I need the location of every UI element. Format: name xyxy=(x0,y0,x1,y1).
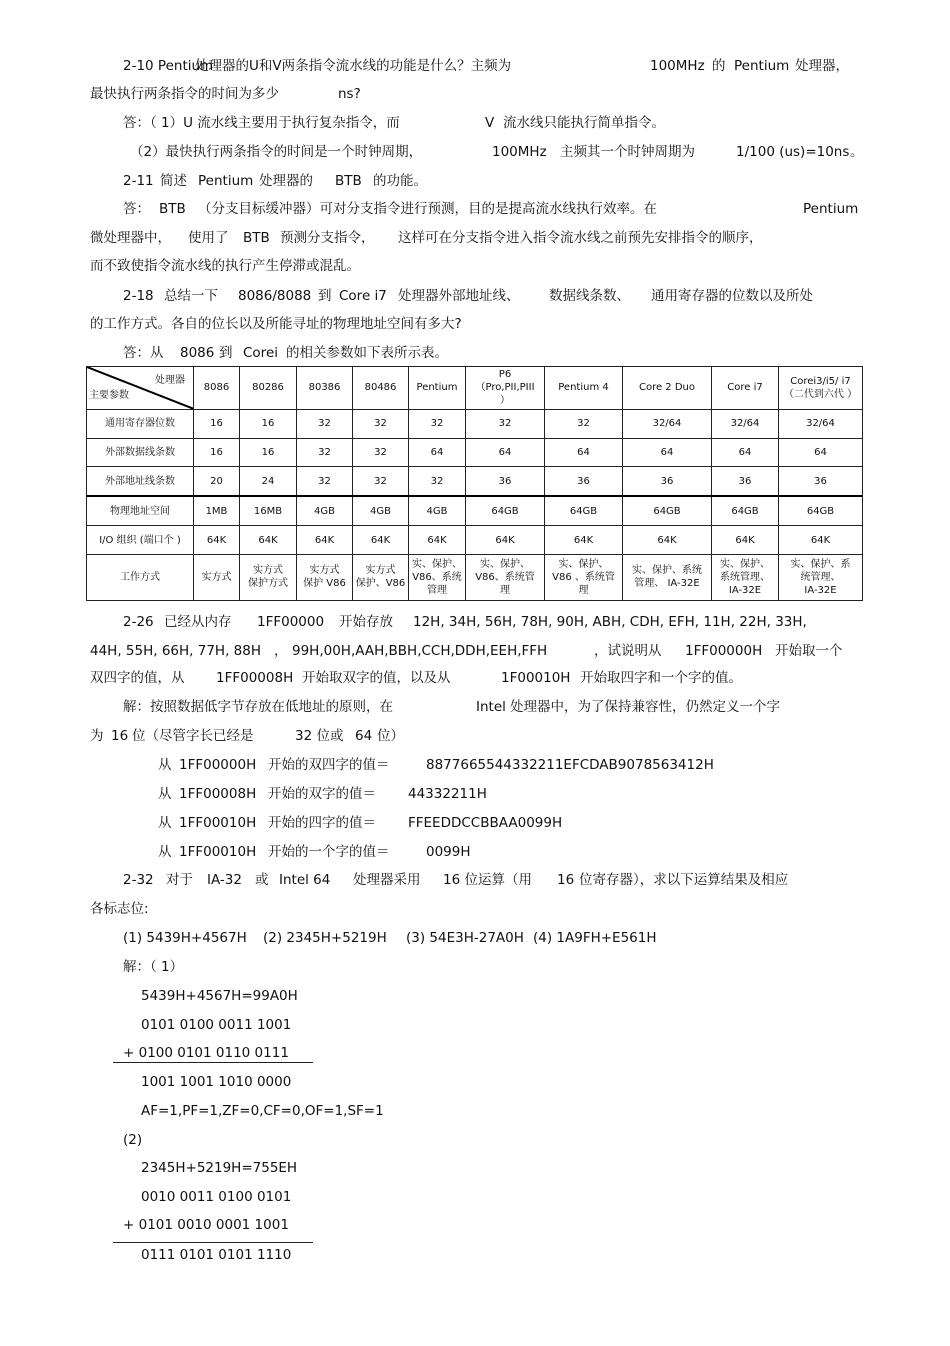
cell-text: 4GB xyxy=(314,505,335,517)
q2-26-question-line2: 44H, 55H, 66H, 77H, 88H ， 99H,00H,AAH,BBH,CCH,DDH,EEH,FFH ，试说明从 1FF00000H 开始取一个 xyxy=(90,643,843,659)
cell-text: 8086 xyxy=(203,382,230,394)
cell-text: 32 xyxy=(318,418,331,430)
table-cell xyxy=(712,467,779,497)
q2-26-question-line3: 双四字的值，从 1FF00008H 开始取双字的值，以及从 1F00010H 开始取四字和一个字的值。 xyxy=(90,670,742,686)
table-cell xyxy=(409,467,466,497)
cell-text: 64 xyxy=(577,446,590,458)
table-cell xyxy=(545,526,623,555)
cell-text: Corei3/i5/ i7 xyxy=(790,375,851,387)
s1-flags: AF=1,PF=1,ZF=0,CF=0,OF=1,SF=1 xyxy=(141,1103,384,1119)
cell-text: 32 xyxy=(318,475,331,487)
cell-text: 实、保护、 xyxy=(480,558,530,570)
row-label: 外部数据线条数 xyxy=(87,438,194,467)
table-cell xyxy=(623,526,712,555)
cell-text: 4GB xyxy=(370,505,391,517)
row-label: 工作方式 xyxy=(87,554,194,600)
cell-text: 实方式 xyxy=(365,565,396,577)
cell-text: ） xyxy=(500,395,510,407)
table-cell xyxy=(545,554,623,600)
s2-operand-a: 0010 0011 0100 0101 xyxy=(141,1189,292,1205)
table-row xyxy=(87,438,863,467)
cell-text: 32/64 xyxy=(652,418,682,430)
table-cell xyxy=(623,409,712,438)
table-cell xyxy=(466,496,545,526)
q2-11-question: 2-11 简述 Pentium 处理器的 BTB 的功能。 xyxy=(123,173,427,189)
cell-text: 64K xyxy=(810,534,831,546)
cell-text: 32 xyxy=(374,446,387,458)
cell-text: Pentium xyxy=(416,382,458,394)
table-cell xyxy=(779,467,863,497)
table-cell xyxy=(353,554,409,600)
table-cell xyxy=(779,438,863,467)
q2-10-answer-1: 答：（ 1）U 流水线主要用于执行复杂指令，而 V 流水线只能执行简单指令。 xyxy=(123,115,665,131)
table-cell xyxy=(240,496,297,526)
table-cell xyxy=(712,409,779,438)
cell-text: 系统管理、 xyxy=(720,571,770,583)
table-cell xyxy=(623,554,712,600)
cell-text: Core 2 Duo xyxy=(638,382,696,394)
q2-18-question-line2: 的工作方式。各自的位长以及所能寻址的物理地址空间有多大? xyxy=(90,316,462,332)
cell-text: 实、保护、系统 xyxy=(632,565,702,577)
cell-text: 80386 xyxy=(308,382,341,394)
s2-result: 0111 0101 0101 1110 xyxy=(141,1247,292,1263)
cell-text: V86、系统管 xyxy=(475,571,535,583)
table-cell xyxy=(466,467,545,497)
column-header xyxy=(409,367,466,410)
table-cell xyxy=(240,554,297,600)
cell-text: 80486 xyxy=(364,382,397,394)
processor-spec-table xyxy=(86,366,863,601)
q2-10-answer-2: （2）最快执行两条指令的时间是一个时钟周期， 100MHz 主频其一个时钟周期为 1/100 (us)=10ns 。 xyxy=(130,144,864,160)
table-cell xyxy=(545,496,623,526)
table-cell xyxy=(623,438,712,467)
column-header xyxy=(466,367,545,410)
table-cell xyxy=(297,467,353,497)
table-cell xyxy=(712,438,779,467)
table-cell xyxy=(623,496,712,526)
q2-26-question-line1: 2-26 已经从内存 1FF00000 开始存放 12H, 34H, 56H, 78H, 90H, ABH, CDH, EFH, 11H, 22H, 33H, xyxy=(123,614,807,630)
cell-text: 32 xyxy=(318,446,331,458)
corner-processor-label: 处理器 xyxy=(155,375,185,386)
cell-text: 24 xyxy=(261,475,275,487)
q2-26-answer-line1: 解：按照数据低字节存放在低地址的原则，在 Intel 处理器中，为了保持兼容性，仍然定义一个字 xyxy=(123,699,780,715)
cell-text: （二代到六代 ） xyxy=(783,388,858,400)
cell-text: 80286 xyxy=(252,382,284,394)
q2-26-answer-line2: 为 16 位（尽管字长已经是 32 位或 64 位） xyxy=(90,728,404,744)
cell-text: 64K xyxy=(370,534,391,546)
table-cell xyxy=(353,438,409,467)
cell-text: 实方式 xyxy=(309,565,340,577)
s2-equation: 2345H+5219H=755EH xyxy=(141,1160,298,1176)
row-label: 外部地址线条数 xyxy=(87,467,194,497)
cell-text: 管理、 IA-32E xyxy=(634,578,700,590)
table-cell xyxy=(353,496,409,526)
table-cell xyxy=(409,496,466,526)
cell-text: P6 xyxy=(498,369,512,381)
cell-text: 64 xyxy=(738,446,752,458)
table-cell xyxy=(779,409,863,438)
q2-32-question-line1: 2-32 对于 IA-32 或 Intel 64 处理器采用 16 位运算（用 16 位寄存器），求以下运算结果及相应 xyxy=(123,872,789,888)
q2-18-question-line1: 2-18 总结一下 8086/8088 到 Core i7 处理器外部地址线、 数据线条数、 通用寄存器的位数以及所处 xyxy=(123,288,813,304)
column-header xyxy=(353,367,409,410)
q2-32-question-line2: 各标志位: xyxy=(90,901,149,917)
table-cell xyxy=(712,496,779,526)
cell-text: 64K xyxy=(427,534,447,546)
table-header-row xyxy=(87,367,863,410)
cell-text: 32/64 xyxy=(806,418,835,430)
cell-text: 36 xyxy=(498,475,512,487)
table-cell xyxy=(466,554,545,600)
cell-text: 16 xyxy=(261,418,275,430)
table-cell xyxy=(623,467,712,497)
table-cell xyxy=(194,526,240,555)
cell-text: 理 xyxy=(578,584,589,596)
column-header xyxy=(779,367,863,410)
cell-text: 16 xyxy=(210,446,223,458)
cell-text: 16 xyxy=(261,446,275,458)
table-cell xyxy=(712,526,779,555)
cell-text: 实、保护、 xyxy=(412,558,462,570)
table-cell xyxy=(409,409,466,438)
q2-26-result-word: 从 1FF00010H 开始的一个字的值＝ 0099H xyxy=(158,844,471,860)
table-cell xyxy=(297,438,353,467)
cell-text: 保护方式 xyxy=(248,578,288,590)
cell-text: 64K xyxy=(495,534,515,546)
cell-text: 64K xyxy=(258,534,278,546)
table-cell xyxy=(779,554,863,600)
table-cell xyxy=(297,526,353,555)
cell-text: 32 xyxy=(577,418,590,430)
table-cell xyxy=(409,438,466,467)
cell-text: 32 xyxy=(498,418,512,430)
q2-10-question-line2: 最快执行两条指令的时间为多少 ns? xyxy=(90,86,361,102)
cell-text: 实方式 xyxy=(253,565,283,577)
cell-text: 64GB xyxy=(569,505,598,517)
cell-text: 16MB xyxy=(253,505,283,517)
column-header xyxy=(194,367,240,410)
table-row xyxy=(87,467,863,497)
cell-text: 64GB xyxy=(491,505,519,517)
cell-text: 36 xyxy=(577,475,590,487)
column-header xyxy=(623,367,712,410)
cell-text: 64 xyxy=(660,446,674,458)
q2-26-result-qword: 从 1FF00010H 开始的四字的值＝ FFEEDDCCBBAA0099H xyxy=(158,815,563,831)
cell-text: V86 、系统管 xyxy=(552,571,615,583)
table-cell xyxy=(545,438,623,467)
cell-text: 64 xyxy=(814,446,827,458)
cell-text: 64GB xyxy=(653,505,681,517)
cell-text: 管理 xyxy=(427,584,447,596)
cell-text: 实、保护、 xyxy=(720,558,770,570)
cell-text: 32 xyxy=(430,475,444,487)
q2-11-answer-line3: 而不致使指令流水线的执行产生停滞或混乱。 xyxy=(90,258,360,274)
table-cell xyxy=(353,409,409,438)
table-cell xyxy=(545,409,623,438)
cell-text: IA-32E xyxy=(804,584,837,596)
cell-text: 64K xyxy=(314,534,335,546)
table-cell xyxy=(194,467,240,497)
table-row xyxy=(87,496,863,526)
table-cell xyxy=(194,554,240,600)
column-header xyxy=(545,367,623,410)
cell-text: V86、系统 xyxy=(412,571,462,583)
column-header xyxy=(297,367,353,410)
s1-operand-b: + 0100 0101 0110 0111 xyxy=(123,1045,289,1061)
table-cell xyxy=(545,467,623,497)
cell-text: 64K xyxy=(735,534,755,546)
cell-text: 64GB xyxy=(806,505,835,517)
table-cell xyxy=(240,438,297,467)
q2-11-answer-line1: 答： BTB （分支目标缓冲器）可对分支指令进行预测，目的是提高流水线执行效率。在 Pentium xyxy=(123,201,859,217)
cell-text: 统管理、 xyxy=(800,571,841,583)
table-cell xyxy=(194,438,240,467)
cell-text: IA-32E xyxy=(728,584,762,596)
table-cell xyxy=(353,526,409,555)
cell-text: 32 xyxy=(374,475,387,487)
cell-text: 36 xyxy=(660,475,674,487)
corner-params-label: 主要参数 xyxy=(89,389,129,401)
s2-operand-b: + 0101 0010 0001 1001 xyxy=(123,1217,289,1233)
row-label: I/O 组织 (端口个 ) xyxy=(87,526,194,555)
s2-label: (2) xyxy=(123,1132,143,1148)
table-cell xyxy=(240,409,297,438)
cell-text: 64K xyxy=(573,534,594,546)
cell-text: （Pro,PII,PIII xyxy=(475,382,535,394)
table-cell xyxy=(712,554,779,600)
table-row xyxy=(87,526,863,555)
cell-text: 实、保护、系 xyxy=(790,558,851,570)
cell-text: Pentium 4 xyxy=(558,382,609,394)
table-cell xyxy=(466,526,545,555)
s1-result: 1001 1001 1010 0000 xyxy=(141,1074,292,1090)
cell-text: 16 xyxy=(210,418,223,430)
cell-text: 64 xyxy=(498,446,512,458)
table-row xyxy=(87,554,863,600)
s2-sum-rule xyxy=(113,1242,313,1243)
cell-text: 64 xyxy=(430,446,444,458)
cell-text: 36 xyxy=(738,475,752,487)
table-cell xyxy=(240,467,297,497)
cell-text: 64K xyxy=(206,534,227,546)
cell-text: 保护、V86 xyxy=(355,578,406,590)
cell-text: Core i7 xyxy=(727,382,763,394)
table-corner-header xyxy=(87,367,194,410)
cell-text: 4GB xyxy=(426,505,448,517)
row-label: 通用寄存器位数 xyxy=(87,409,194,438)
table-cell xyxy=(194,496,240,526)
cell-text: 32 xyxy=(430,418,444,430)
table-cell xyxy=(297,554,353,600)
q2-10-question-line1: 2-10 Pentium 处理器的U和V两条指令流水线的功能是什么？主频为 100MHz 的 Pentium 处理器， xyxy=(123,58,849,74)
table-cell xyxy=(466,409,545,438)
table-cell xyxy=(466,438,545,467)
cell-text: 实、保护、 xyxy=(558,558,609,570)
table-row xyxy=(87,409,863,438)
table-cell xyxy=(297,496,353,526)
cell-text: 1MB xyxy=(205,505,228,517)
cell-text: 64GB xyxy=(731,505,759,517)
q2-32-operations: (1) 5439H+4567H (2) 2345H+5219H (3) 54E3H-27A0H (4) 1A9FH+E561H xyxy=(123,930,657,946)
q2-18-answer: 答：从 8086 到 Corei 的相关参数如下表所示表。 xyxy=(123,345,448,361)
column-header xyxy=(712,367,779,410)
q2-26-result-dquad: 从 1FF00000H 开始的双四字的值＝ 8877665544332211EFCDAB9078563412H xyxy=(158,757,714,773)
cell-text: 32 xyxy=(374,418,387,430)
table-cell xyxy=(409,554,466,600)
s1-sum-rule xyxy=(113,1062,313,1063)
table-cell xyxy=(194,409,240,438)
row-label: 物理地址空间 xyxy=(87,496,194,526)
table-cell xyxy=(353,467,409,497)
table-cell xyxy=(240,526,297,555)
cell-text: 36 xyxy=(814,475,827,487)
column-header xyxy=(240,367,297,410)
s1-equation: 5439H+4567H=99A0H xyxy=(141,988,298,1004)
s1-operand-a: 0101 0100 0011 1001 xyxy=(141,1017,292,1033)
table-cell xyxy=(409,526,466,555)
q2-32-solution-label: 解：（ 1） xyxy=(123,959,184,975)
cell-text: 实方式 xyxy=(201,571,232,583)
cell-text: 32/64 xyxy=(730,418,760,430)
cell-text: 理 xyxy=(500,584,510,596)
cell-text: 20 xyxy=(210,475,223,487)
table-cell xyxy=(779,526,863,555)
cell-text: 保护 V86 xyxy=(303,578,346,590)
q2-26-result-dword: 从 1FF00008H 开始的双字的值＝ 44332211H xyxy=(158,786,487,802)
q2-11-answer-line2: 微处理器中， 使用了 BTB 预测分支指令， 这样可在分支指令进入指令流水线之前预先安排指令的顺序， xyxy=(90,230,763,246)
table-cell xyxy=(297,409,353,438)
cell-text: 64K xyxy=(657,534,677,546)
table-cell xyxy=(779,496,863,526)
